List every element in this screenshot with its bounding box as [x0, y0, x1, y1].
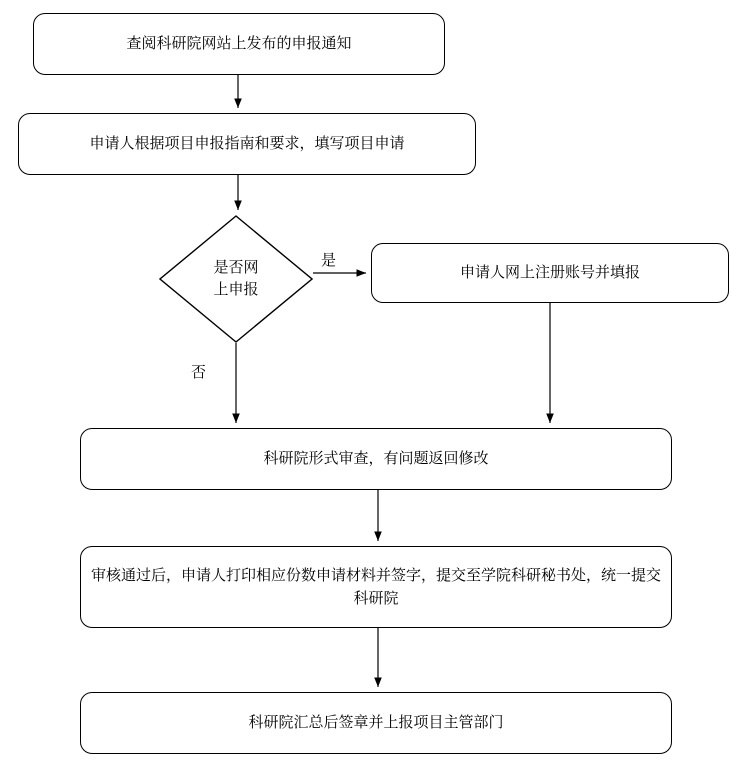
process-node-notice[interactable]: [33, 13, 445, 75]
node-label: 科研院汇总后签章并上报项目主管部门: [248, 714, 504, 732]
process-node-online-register[interactable]: [371, 243, 729, 303]
process-node-fill-application[interactable]: [18, 113, 476, 175]
edge-label-yes: 是: [321, 252, 337, 269]
node-label: 申请人根据项目申报指南和要求，填写项目申请: [89, 135, 405, 153]
node-label: 申请人网上注册账号并填报: [459, 264, 640, 282]
edge-label-no: 否: [191, 364, 207, 381]
decision-node-label: 是否网 上申报: [213, 258, 259, 298]
process-node-final-report[interactable]: [80, 692, 672, 754]
node-label: 查阅科研院网站上发布的申报通知: [126, 35, 352, 53]
process-node-print-submit[interactable]: [80, 546, 672, 628]
node-label: 科研院形式审查，有问题返回修改: [263, 450, 489, 468]
decision-node-online-apply[interactable]: [159, 215, 313, 343]
process-node-formal-review[interactable]: [80, 428, 672, 490]
node-label: 审核通过后，申请人打印相应份数申请材料并签字，提交至学院科研秘书处，统一提交科研院: [91, 566, 662, 607]
